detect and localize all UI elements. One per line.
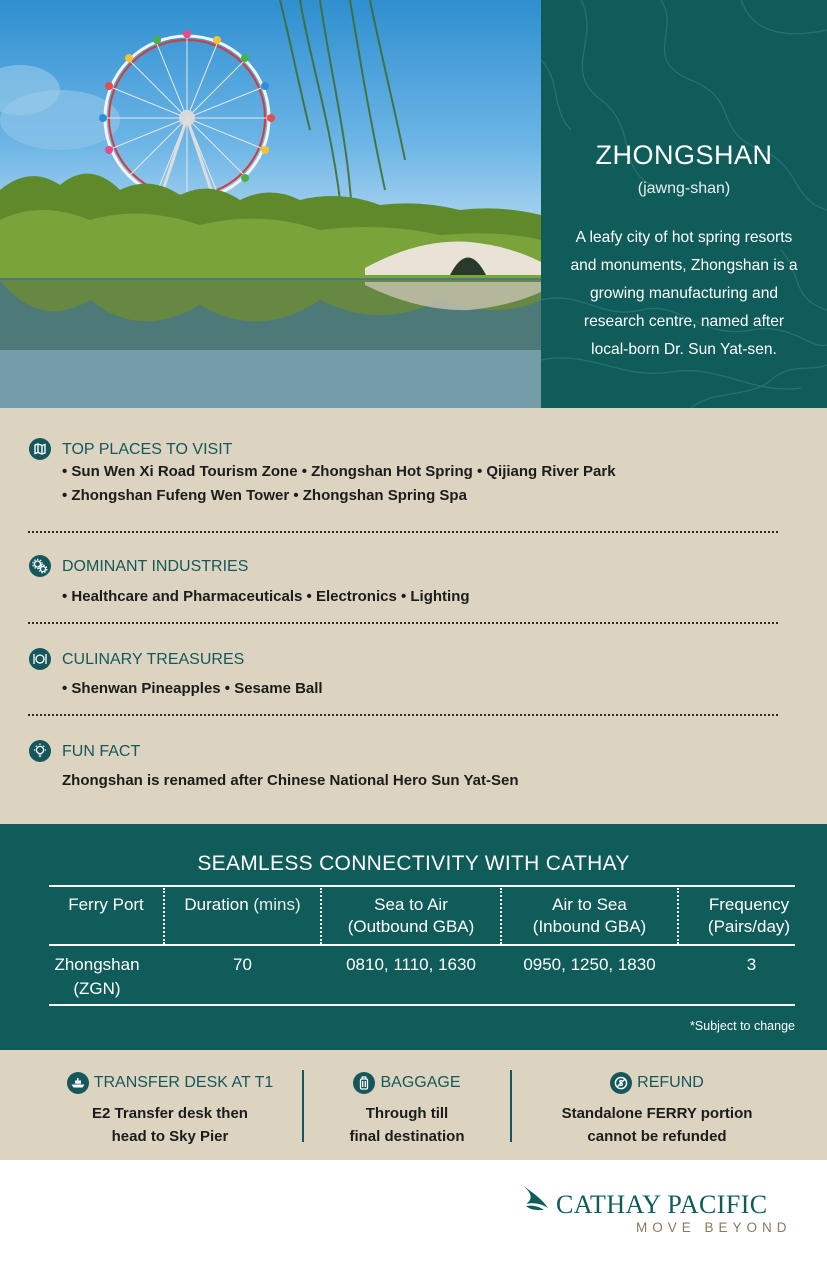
transfer-desk-block <box>40 1050 300 1160</box>
intro-panel <box>541 0 827 408</box>
header-frequency: Frequency (Pairs/day) <box>707 895 791 936</box>
no-refund-icon <box>610 1072 632 1094</box>
connectivity-panel <box>0 824 827 1050</box>
ferry-icon <box>67 1072 89 1094</box>
funfact-line-1: Zhongshan is renamed after Chinese National Hero Sun Yat-Sen <box>62 772 519 789</box>
transfer-title: TRANSFER DESK AT T1 <box>93 1074 274 1091</box>
travel-info-panel <box>0 1050 827 1160</box>
city-pronunciation: (jawng-shan) <box>637 180 731 197</box>
divider <box>28 622 778 624</box>
industries-title: DOMINANT INDUSTRIES <box>62 558 249 575</box>
industries-line-1: • Healthcare and Pharmaceuticals • Electronics • Lighting <box>62 588 470 605</box>
city-description: A leafy city of hot spring resorts and monuments, Zhongshan is a growing manufacturing and research centre, named after local-born Dr. Sun Yat-sen. <box>570 229 798 358</box>
cell-sea-to-air: 0810, 1110, 1630 <box>346 955 476 974</box>
culinary-line-1: • Shenwan Pineapples • Sesame Ball <box>62 680 323 697</box>
refund-line-1: Standalone FERRY portion <box>561 1105 753 1122</box>
connectivity-title: SEAMLESS CONNECTIVITY WITH CATHAY <box>197 852 630 875</box>
footer <box>0 1160 827 1265</box>
cell-port: Zhongshan (ZGN) <box>54 955 140 998</box>
refund-line-2: cannot be refunded <box>587 1128 727 1145</box>
header-ferry-port: Ferry Port <box>68 895 144 914</box>
culinary-title: CULINARY TREASURES <box>62 651 245 668</box>
header-duration: Duration (mins) <box>184 895 301 914</box>
ferris-wheel <box>99 30 275 208</box>
transfer-line-2: head to Sky Pier <box>111 1128 229 1145</box>
places-line-1: • Sun Wen Xi Road Tourism Zone • Zhongshan Hot Spring • Qijiang River Park <box>62 463 616 480</box>
info-panel <box>0 408 827 824</box>
table-bottom-rule <box>49 1004 795 1006</box>
subject-to-change-note: *Subject to change <box>690 1019 795 1033</box>
refund-block <box>512 1050 802 1160</box>
luggage-icon <box>353 1072 375 1094</box>
baggage-line-2: final destination <box>349 1128 465 1145</box>
city-title: ZHONGSHAN <box>595 140 773 170</box>
refund-title: REFUND <box>637 1074 704 1091</box>
places-title: TOP PLACES TO VISIT <box>62 441 233 458</box>
funfact-title: FUN FACT <box>62 743 141 760</box>
lightbulb-icon <box>29 740 51 762</box>
places-line-2: • Zhongshan Fufeng Wen Tower • Zhongshan Spring Spa <box>62 487 467 504</box>
brand-name: CATHAY PACIFIC <box>556 1190 768 1219</box>
city-photo <box>0 0 541 408</box>
cell-air-to-sea: 0950, 1250, 1830 <box>523 955 656 974</box>
header-sea-to-air: Sea to Air (Outbound GBA) <box>347 895 475 936</box>
baggage-line-1: Through till <box>365 1105 449 1122</box>
hero <box>0 0 827 408</box>
brand-tagline: MOVE BEYOND <box>636 1220 792 1235</box>
cell-frequency: 3 <box>746 955 757 974</box>
gears-icon <box>29 555 51 577</box>
plate-icon <box>29 648 51 670</box>
table-top-rule <box>49 885 795 887</box>
divider <box>28 714 778 716</box>
table-header-rule <box>49 944 795 946</box>
map-icon <box>29 438 51 460</box>
header-air-to-sea: Air to Sea (Inbound GBA) <box>532 895 647 936</box>
divider <box>28 531 778 533</box>
brushwing-logo-icon <box>518 1182 552 1218</box>
transfer-line-1: E2 Transfer desk then <box>92 1105 248 1122</box>
baggage-title: BAGGAGE <box>380 1074 461 1091</box>
baggage-block <box>304 1050 510 1160</box>
cell-duration: 70 <box>233 955 252 974</box>
